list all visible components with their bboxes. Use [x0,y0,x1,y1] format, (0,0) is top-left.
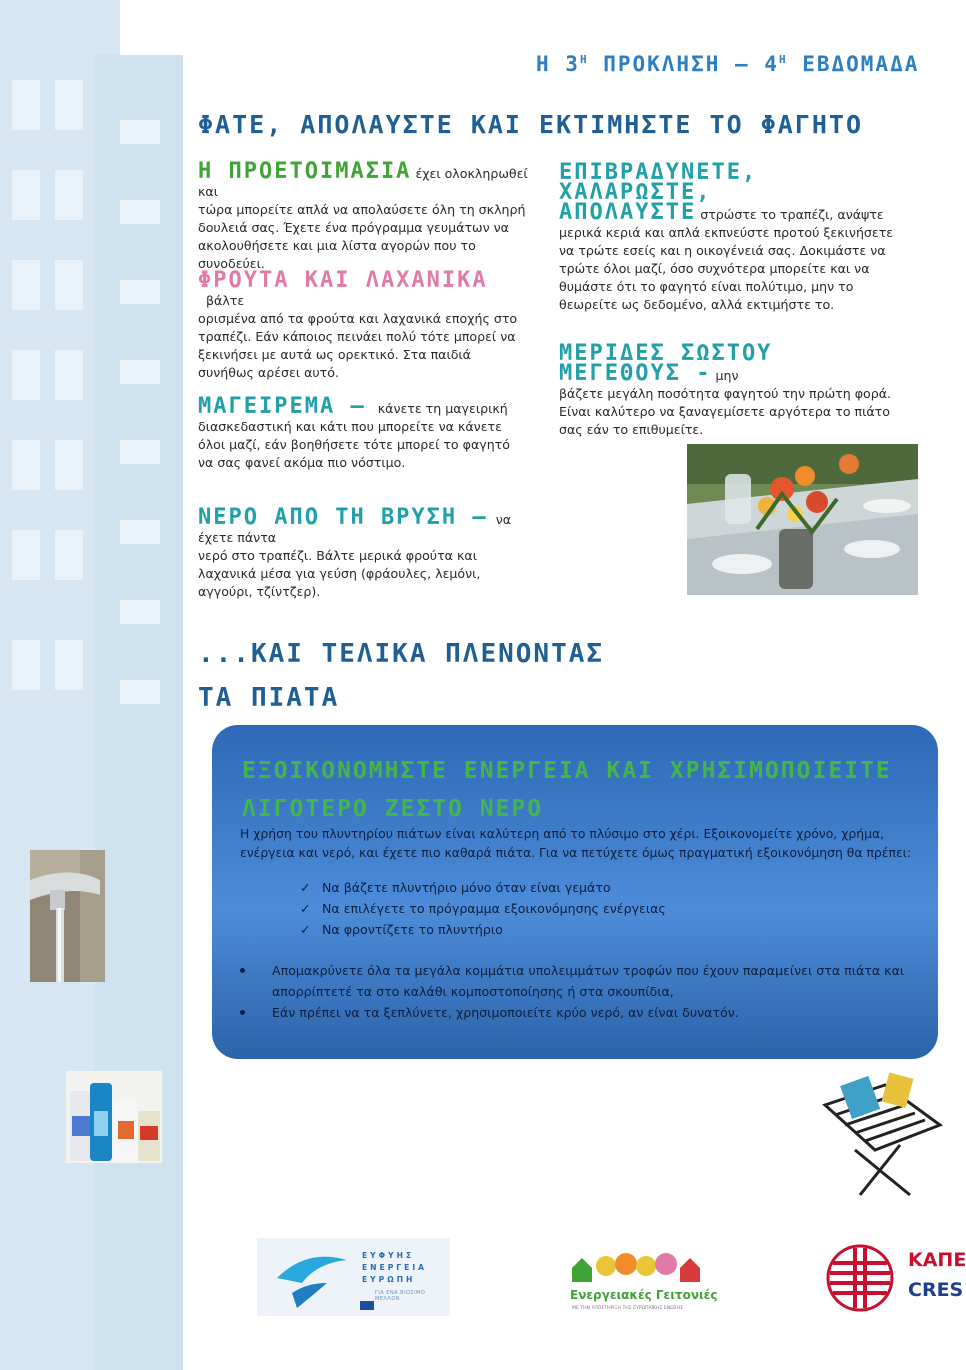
bullet-icon [240,1010,245,1015]
section-slow-down [559,160,904,314]
energy-neighbourhoods-logo [568,1246,718,1316]
check-icon: ✓ [300,901,311,916]
check-icon: ✓ [300,880,311,895]
neighbourhoods-label: Ενεργειακές Γειτονιές [570,1288,718,1302]
cooking-heading: ΜΑΓΕΙΡΕΜΑ – [198,394,366,419]
fruits-heading: ΦΡΟΥΤΑ ΚΑΙ ΛΑΧΑΝΙΚΑ [198,268,488,293]
neighbourhoods-subtitle: ΜΕ ΤΗΝ ΥΠΟΣΤΗΡΙΞΗ ΤΗΣ ΕΥΡΩΠΑΪΚΗΣ ΕΝΩΣΗΣ [572,1306,683,1311]
bullet-list [240,960,920,1023]
bullet-icon [240,968,245,973]
section-portions [559,341,904,439]
water-text: νερό στο τραπέζι. Βάλτε μερικά φρούτα και λαχανικά μέσα για γεύση (φράουλες, λεμόνι, αγγούρι, τζίντζερ). [198,548,481,599]
portions-text: βάζετε μεγάλη ποσότητα φαγητού την πρώτη φορά. Είναι καλύτερο να ξαναγεμίσετε αργότερα το πιάτο σας εάν το επιθυμείτε. [559,386,892,437]
energy-saving-intro: Η χρήση του πλυντηρίου πιάτων είναι καλύτερη από το πλύσιμο στο χέρι. Εξοικονομείτε χρόνο, χρήμα, ενέργεια και νερό, και έχετε πιο καθαρά πιάτα. Για να πετύχετε όμως πραγματική εξοικονόμηση θα πρέπει: [240,826,912,860]
slow-heading-2: ΑΠΟΛΑΥΣΤΕ [559,200,697,225]
eufyis-line-3: ΕΥΡΩΠΗ [362,1275,416,1284]
section-fruits [198,268,528,382]
cooking-first: κάνετε τη μαγειρική [377,401,508,416]
section-preparation [198,159,528,273]
check-icon: ✓ [300,922,311,937]
section-cooking [198,394,528,472]
preparation-heading: Η ΠΡΟΕΤΟΙΜΑΣΙΑ [198,159,412,184]
fruits-first: βάλτε [206,293,245,308]
bullet-item: Απομακρύνετε όλα τα μεγάλα κομμάτια υπολειμμάτων τροφών που έχουν παραμείνει στα πιάτα και απορρίπτετέ τα στο καλάθι κομποστοποίησης ή στα σκουπίδια, [240,960,920,1002]
preparation-text: τώρα μπορείτε απλά να απολαύσετε όλη τη σκληρή δουλειά σας. Έχετε ένα πρόγραμμα γευμάτων να ακολουθήσετε και μια λίστα αγορών που το συνοδεύει. [198,202,526,271]
eufyis-subtitle: ΓΙΑ ΕΝΑ ΒΙΩΣΙΜΟ ΜΕΛΛΟΝ [375,1290,426,1302]
slow-text: μερικά κεριά και απλά εκπνεύστε προτού ξεκινήσετε να τρώτε εσείς και η οικογένειά σας. Δοκιμάστε να τρώτε όλοι μαζί, όσο συχνότερα μπορείτε και να θυμάστε ότι το φαγητό είναι πολύτιμο, μην το θεωρείτε ως δεδομένο, αλλά εκτιμήστε το. [559,225,894,312]
faucet-photo [30,850,105,982]
preparation-first: έχει ολοκληρωθεί και [198,166,528,199]
slow-heading-1: ΕΠΙΒΡΑΔΥΝΕΤΕ, ΧΑΛΑΡΩΣΤΕ, [559,160,758,205]
dish-rack-photo [815,1075,945,1205]
dishes-title-line-2: ΤΑ ΠΙΑΤΑ [198,683,340,713]
bullet-item: Εάν πρέπει να τα ξεπλύνετε, χρησιμοποιείτε κρύο νερό, αν είναι δυνατόν. [240,1002,920,1023]
water-first: να έχετε πάντα [198,512,512,545]
eufyis-energeia-logo [257,1238,450,1316]
check-item: ✓ Να φροντίζετε το πλυντήριο [300,919,666,940]
energy-saving-heading: ΕΞΟΙΚΟΝΟΜΗΣΤΕ ΕΝΕΡΓΕΙΑ ΚΑΙ ΧΡΗΣΙΜΟΠΟΙΕΙΤΕ ΛΙΓΟΤΕΡΟ ΖΕΣΤΟ ΝΕΡΟ [242,758,892,822]
kape-cres-logo [825,1243,966,1313]
kape-label: ΚΑΠΕ [908,1249,966,1271]
slow-first: στρώστε το τραπέζι, ανάψτε [700,207,884,222]
background-building [0,0,190,1370]
dishes-title [198,632,604,720]
main-title: ΦΑΤΕ, ΑΠΟΛΑΥΣΤΕ ΚΑΙ ΕΚΤΙΜΗΣΤΕ ΤΟ ΦΑΓΗΤΟ [198,110,863,139]
cooking-text: διασκεδαστική και κάτι που μπορείτε να κάνετε όλοι μαζί, εάν βοηθήσετε τότε μπορεί το φαγητό να σας φανεί ακόμα πιο νόστιμο. [198,419,510,470]
detergents-photo [66,1071,162,1163]
cres-label: CRES [908,1279,964,1301]
eufyis-line-2: ΕΝΕΡΓΕΙΑ [362,1263,428,1272]
table-setting-photo [687,444,918,595]
portions-heading: ΜΕΡΙΔΕΣ ΣΩΣΤΟΥ ΜΕΓΕΘΟΥΣ - [559,341,773,386]
check-item: ✓ Να βάζετε πλυντήριο μόνο όταν είναι γεμάτο [300,877,666,898]
week-title: Η $3^H$ ΠΡΟΚΛΗΣΗ – $4^H$ ΕΒΔΟΜΑΔΑ [536,52,920,76]
check-item: ✓ Να επιλέγετε το πρόγραμμα εξοικονόμησης ενέργειας [300,898,666,919]
fruits-text: ορισμένα από τα φρούτα και λαχανικά εποχής στο τραπέζι. Εάν κάποιος πεινάει πολύ τότε μπορεί να ξεκινήσει με αυτά ως ορεκτικό. Στα παιδιά συνήθως αρέσει αυτό. [198,311,518,380]
eufyis-line-1: ΕΥΦΥΗΣ [362,1251,415,1260]
water-heading: ΝΕΡΟ ΑΠΟ ΤΗ ΒΡΥΣΗ – [198,505,488,530]
checklist [300,877,666,940]
section-water [198,505,538,601]
dishes-title-line-1: ...ΚΑΙ ΤΕΛΙΚΑ ΠΛΕΝΟΝΤΑΣ [198,639,605,669]
portions-first: μην [715,368,739,383]
